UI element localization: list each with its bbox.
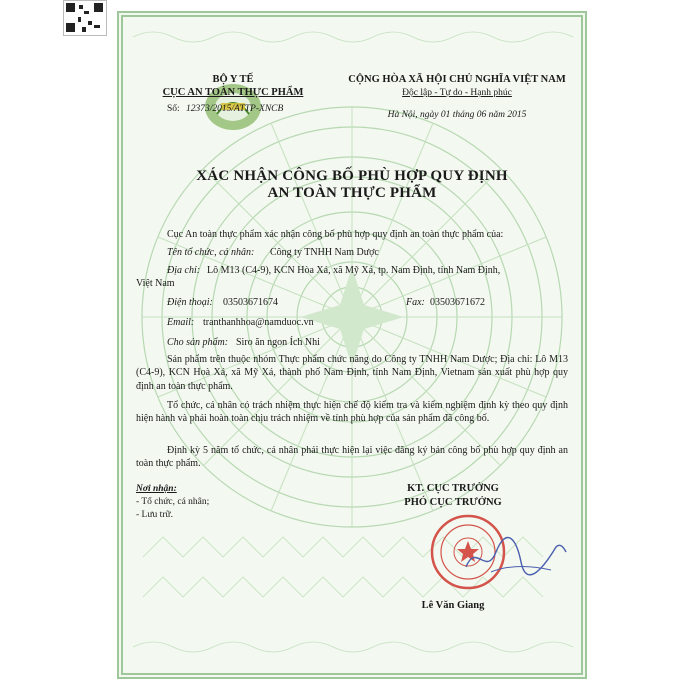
agency-name: CỤC AN TOÀN THỰC PHẨM — [162, 87, 304, 98]
certificate-document — [117, 11, 587, 679]
paragraph-responsibility: Tổ chức, cá nhân có trách nhiệm thực hiện chế độ kiểm tra và kiểm nghiệm định kỳ theo quy định hiện hành và phải hoàn toàn chịu trách nhiệm về tính phù hợp của sản phẩm đã công bố. — [136, 400, 568, 425]
email-label: Email: — [167, 317, 195, 328]
address-label: Địa chỉ: — [167, 265, 201, 276]
number-label: Số: — [167, 104, 180, 114]
paragraph-renewal: Định kỳ 5 năm tổ chức, cá nhân phải thực hiện lại việc đăng ký bản công bố phù hợp quy định an toàn thực phẩm. — [136, 445, 568, 470]
recipient-2: - Lưu trữ. — [136, 510, 173, 520]
email-value: tranthanhhoa@namduoc.vn — [203, 317, 314, 328]
fax-value: 03503671672 — [430, 297, 485, 308]
paragraph-product-group: Sản phẩm trên thuộc nhóm Thực phẩm chức năng do Công ty TNHH Nam Dược; Địa chỉ: Lô M13 (C4-9), KCN Hoà Xá, xã Mỹ Xá, thành phố Nam Định, tỉnh Nam Định, Vietnam sản xuất phù hợp quy định an toàn thực phẩm. — [136, 354, 568, 392]
phone-label: Điện thoại: — [167, 297, 213, 308]
national-motto: Độc lập - Tự do - Hạnh phúc — [402, 88, 512, 98]
org-value: Công ty TNHH Nam Dược — [270, 247, 379, 258]
phone-value: 03503671674 — [223, 297, 278, 308]
document-number: 12373/2015/ATTP-XNCB — [186, 104, 284, 114]
document-title-line1: XÁC NHẬN CÔNG BỐ PHÙ HỢP QUY ĐỊNH — [196, 168, 508, 184]
fax-label: Fax: — [406, 297, 425, 308]
place-date: Hà Nội, ngày 01 tháng 06 năm 2015 — [387, 110, 527, 120]
address-value: Lô M13 (C4-9), KCN Hòa Xá, xã Mỹ Xá, tp. Nam Định, tỉnh Nam Định, — [207, 265, 501, 276]
country-name: CỘNG HÒA XÃ HỘI CHỦ NGHĨA VIỆT NAM — [348, 74, 566, 85]
intro-text: Cục An toàn thực phẩm xác nhận công bố phù hợp quy định an toàn thực phẩm của: — [167, 229, 504, 240]
product-label: Cho sản phẩm: — [167, 337, 229, 348]
ministry-name: BỘ Y TẾ — [212, 74, 254, 85]
signature-icon — [461, 532, 571, 582]
document-title-line2: AN TOÀN THỰC PHẨM — [267, 185, 437, 201]
product-value: Siro ăn ngon Ích Nhi — [236, 337, 320, 348]
signer-name: Lê Văn Giang — [421, 600, 485, 611]
address-value-cont: Việt Nam — [136, 278, 175, 289]
qr-code — [63, 0, 107, 36]
recipient-1: - Tổ chức, cá nhân; — [136, 497, 210, 507]
signer-role-2: PHÓ CỤC TRƯỞNG — [404, 497, 502, 508]
signer-role-1: KT. CỤC TRƯỞNG — [407, 483, 499, 494]
org-label: Tên tổ chức, cá nhân: — [167, 247, 255, 258]
recipients-label: Nơi nhận: — [136, 484, 177, 494]
